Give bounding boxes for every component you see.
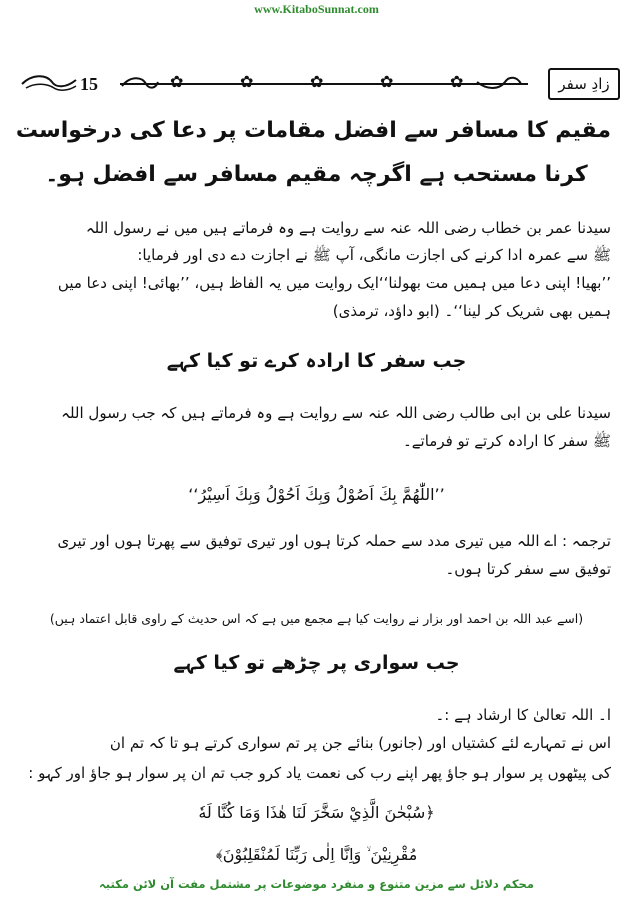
flower-ornament: ✿ xyxy=(310,72,324,91)
quran-verse-line: مُقْرِنِيْنَ ۙ وَاِنَّا اِلٰى رَبِّنَا لَمُنْقَلِبُوْنَ﴾ xyxy=(215,845,418,864)
section-heading: جب سواری پر چڑھے تو کیا کہے xyxy=(173,652,460,674)
right-swirl-ornament xyxy=(475,72,523,94)
paragraph-line: سیدنا علی بن ابی طالب رضی اللہ عنہ سے روایت ہے وہ فرماتے ہیں کہ جب رسول اللہ xyxy=(61,404,611,422)
heading-title-line1: مقیم کا مسافر سے افضل مقامات پر دعا کی درخواست xyxy=(15,118,611,143)
paragraph-line: کی پیٹھوں پر سوار ہو جاؤ پھر اپنے رب کی نعمت یاد کرو جب تم ان پر سوار ہو جاؤ اور کہو : xyxy=(28,764,611,782)
paragraph-line: ﷺ سفر کا ارادہ کرتے تو فرماتے۔ xyxy=(402,432,611,450)
flower-ornament: ✿ xyxy=(170,72,184,91)
heading-title-line2: کرنا مستحب ہے اگرچہ مقیم مسافر سے افضل ہو۔ xyxy=(45,162,588,187)
footer-text[interactable]: محکم دلائل سے مزین متنوع و منفرد موضوعات پر مشتمل مفت آن لائن مکتبہ xyxy=(99,877,534,891)
translation-line: توفیق سے سفر کرتا ہوں۔ xyxy=(445,560,611,578)
translation-line: ترجمہ : اے اللہ میں تیری مدد سے حملہ کرتا ہوں اور تیری توفیق سے پھرتا ہوں اور تیری xyxy=(57,532,611,550)
section-heading: جب سفر کا ارادہ کرے تو کیا کہے xyxy=(166,350,467,372)
paragraph-line: ہمیں بھی شریک کر لینا‘‘۔ (ابو داؤد، ترمذی) xyxy=(332,302,611,320)
paragraph-line: ’’بھیا! اپنی دعا میں ہمیں مت بھولنا‘‘ایک روایت میں یہ الفاظ ہیں، ’’بھائی! اپنی دعا میں xyxy=(57,274,611,292)
quran-verse-line: ﴿سُبْحٰنَ الَّذِيْ سَخَّرَ لَنَا هٰذَا وَمَا كُنَّا لَهٗ xyxy=(198,803,435,822)
paragraph-line: اس نے تمہارے لئے کشتیاں اور (جانور) بنائے جن پر تم سواری کرتے ہو تا کہ تم ان xyxy=(109,734,611,752)
paragraph-line: سیدنا عمر بن خطاب رضی اللہ عنہ سے روایت ہے وہ فرماتے ہیں میں نے رسول اللہ xyxy=(85,219,611,237)
page-number: 15 xyxy=(80,74,98,94)
reference-note: (اسے عبد اللہ بن احمد اور بزار نے روایت کیا ہے مجمع میں ہے کہ اس حدیث کے راوی قابل اعتماد ہیں) xyxy=(49,611,584,626)
site-url[interactable]: www.KitaboSunnat.com xyxy=(254,2,379,16)
dua-text: ’’اللّٰھُمَّ بِكَ اَصُوْلُ وَبِكَ اَحُوْلُ وَبِكَ اَسِیْرُ‘‘ xyxy=(188,485,445,504)
book-title-box: زادِ سفر xyxy=(548,68,620,100)
page-header xyxy=(20,68,620,102)
flower-ornament: ✿ xyxy=(380,72,394,91)
paragraph-line: ﷺ سے عمرہ ادا کرنے کی اجازت مانگی، آپ ﷺ نے اجازت دے دی اور فرمایا: xyxy=(137,246,611,264)
flower-ornament: ✿ xyxy=(240,72,254,91)
paragraph-line: ا۔ اللہ تعالیٰ کا ارشاد ہے :۔ xyxy=(435,706,611,724)
flower-ornament: ✿ xyxy=(450,72,464,91)
left-swirl-ornament xyxy=(20,72,78,94)
